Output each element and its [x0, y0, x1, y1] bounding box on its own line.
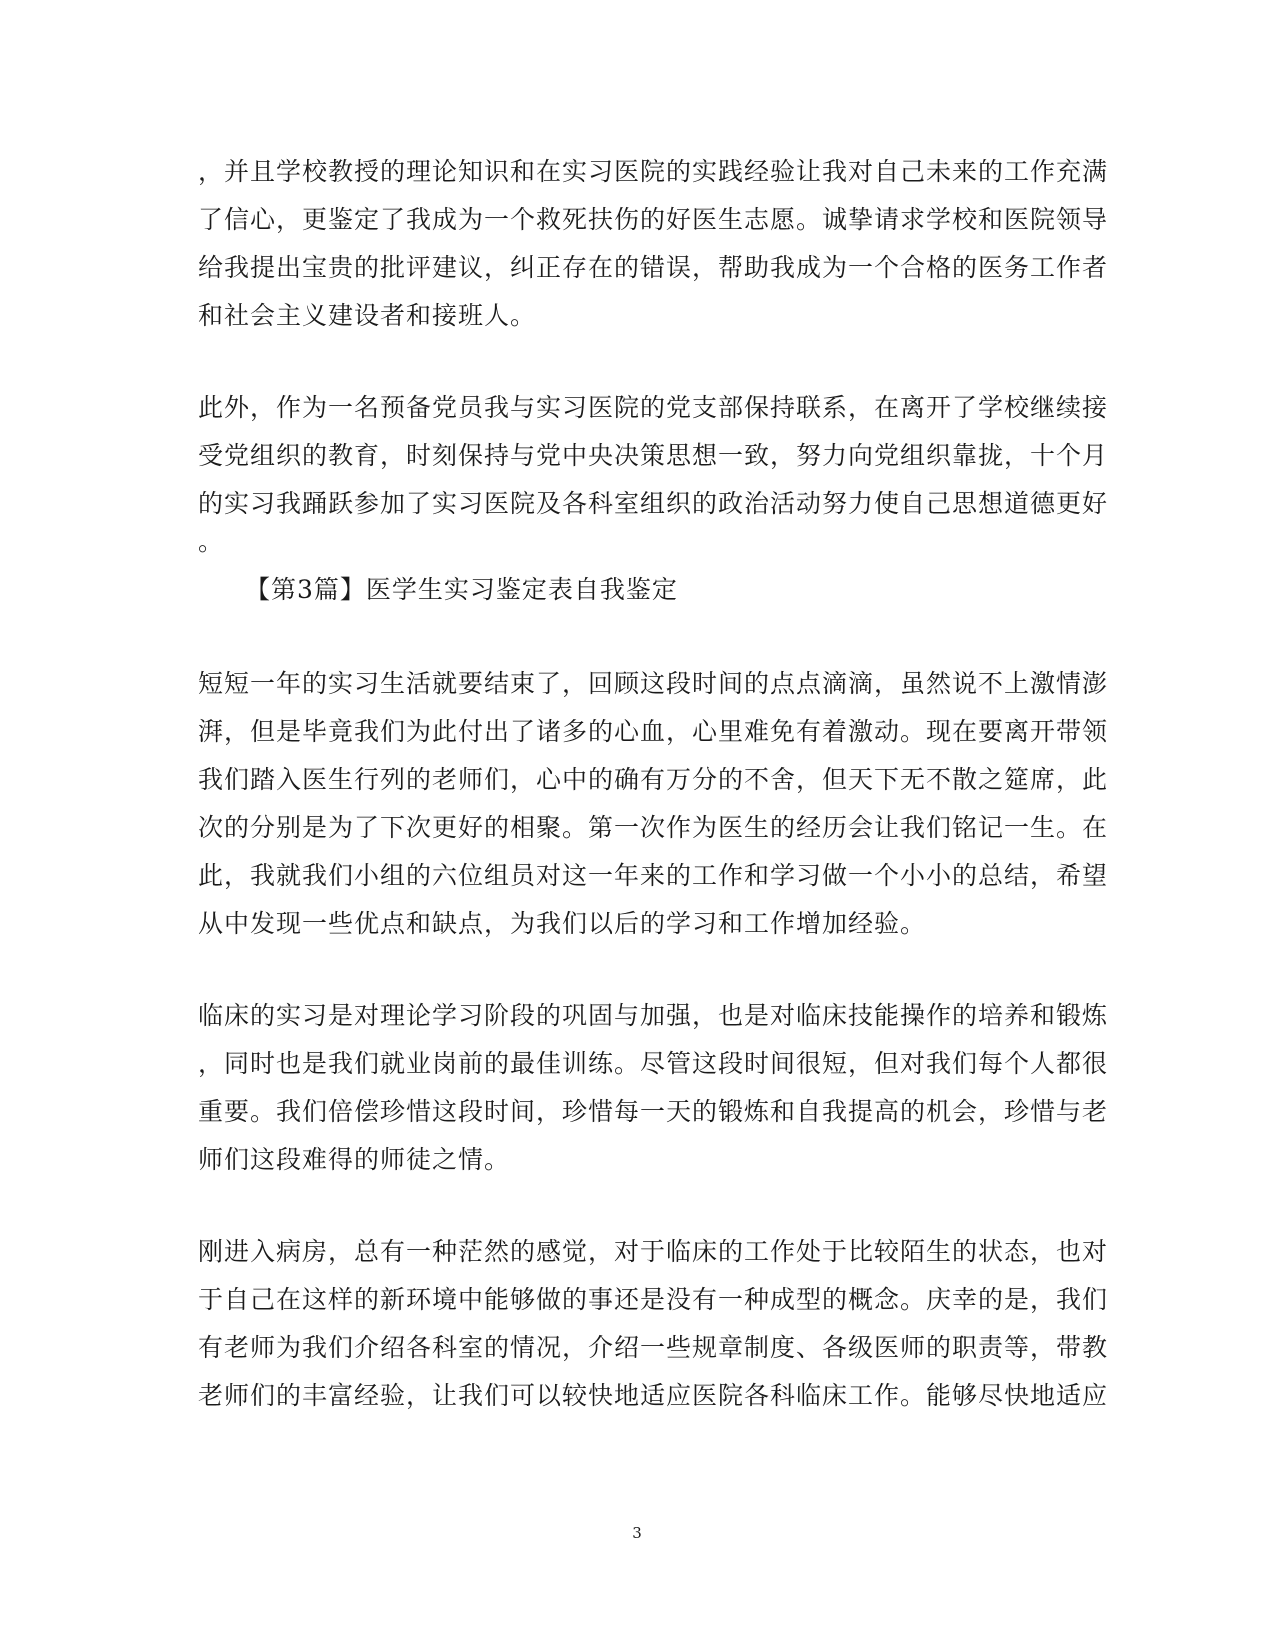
paragraph-3-line-5: 此，我就我们小组的六位组员对这一年来的工作和学习做一个小小的总结，希望 — [198, 861, 1109, 890]
paragraph-4-line-4: 师们这段难得的师徒之情。 — [198, 1145, 511, 1174]
paragraph-2-line-1: 此外，作为一名预备党员我与实习医院的党支部保持联系，在离开了学校继续接 — [198, 393, 1109, 422]
paragraph-3-line-3: 我们踏入医生行列的老师们，心中的确有万分的不舍，但天下无不散之筵席，此 — [198, 765, 1109, 794]
paragraph-1-line-3: 给我提出宝贵的批评建议，纠正存在的错误，帮助我成为一个合格的医务工作者 — [198, 253, 1109, 282]
section-heading: 【第3篇】医学生实习鉴定表自我鉴定 — [245, 575, 678, 604]
paragraph-1-line-1: ，并且学校教授的理论知识和在实习医院的实践经验让我对自己未来的工作充满 — [198, 157, 1109, 186]
paragraph-2-line-2: 受党组织的教育，时刻保持与党中央决策思想一致，努力向党组织靠拢，十个月 — [198, 441, 1109, 470]
paragraph-5-line-3: 有老师为我们介绍各科室的情况，介绍一些规章制度、各级医师的职责等，带教 — [198, 1333, 1109, 1362]
paragraph-1-line-2: 了信心，更鉴定了我成为一个救死扶伤的好医生志愿。诚挚请求学校和医院领导 — [198, 205, 1109, 234]
paragraph-4-line-1: 临床的实习是对理论学习阶段的巩固与加强，也是对临床技能操作的培养和锻炼 — [198, 1001, 1109, 1030]
paragraph-4-line-3: 重要。我们倍偿珍惜这段时间，珍惜每一天的锻炼和自我提高的机会，珍惜与老 — [198, 1097, 1109, 1126]
paragraph-4-line-2: ，同时也是我们就业岗前的最佳训练。尽管这段时间很短，但对我们每个人都很 — [198, 1049, 1109, 1078]
paragraph-3-line-4: 次的分别是为了下次更好的相聚。第一次作为医生的经历会让我们铭记一生。在 — [198, 813, 1109, 842]
paragraph-5-line-4: 老师们的丰富经验，让我们可以较快地适应医院各科临床工作。能够尽快地适应 — [198, 1381, 1109, 1410]
paragraph-3-line-1: 短短一年的实习生活就要结束了，回顾这段时间的点点滴滴，虽然说不上激情澎 — [198, 669, 1109, 698]
paragraph-2-line-4: 。 — [198, 527, 225, 556]
page-number: 3 — [632, 1524, 642, 1542]
paragraph-5-line-1: 刚进入病房，总有一种茫然的感觉，对于临床的工作处于比较陌生的状态，也对 — [198, 1237, 1109, 1266]
paragraph-3-line-6: 从中发现一些优点和缺点，为我们以后的学习和工作增加经验。 — [198, 909, 927, 938]
paragraph-5-line-2: 于自己在这样的新环境中能够做的事还是没有一种成型的概念。庆幸的是，我们 — [198, 1285, 1109, 1314]
paragraph-2-line-3: 的实习我踊跃参加了实习医院及各科室组织的政治活动努力使自己思想道德更好 — [198, 489, 1109, 518]
paragraph-3-line-2: 湃，但是毕竟我们为此付出了诸多的心血，心里难免有着激动。现在要离开带领 — [198, 717, 1109, 746]
paragraph-1-line-4: 和社会主义建设者和接班人。 — [198, 301, 537, 330]
